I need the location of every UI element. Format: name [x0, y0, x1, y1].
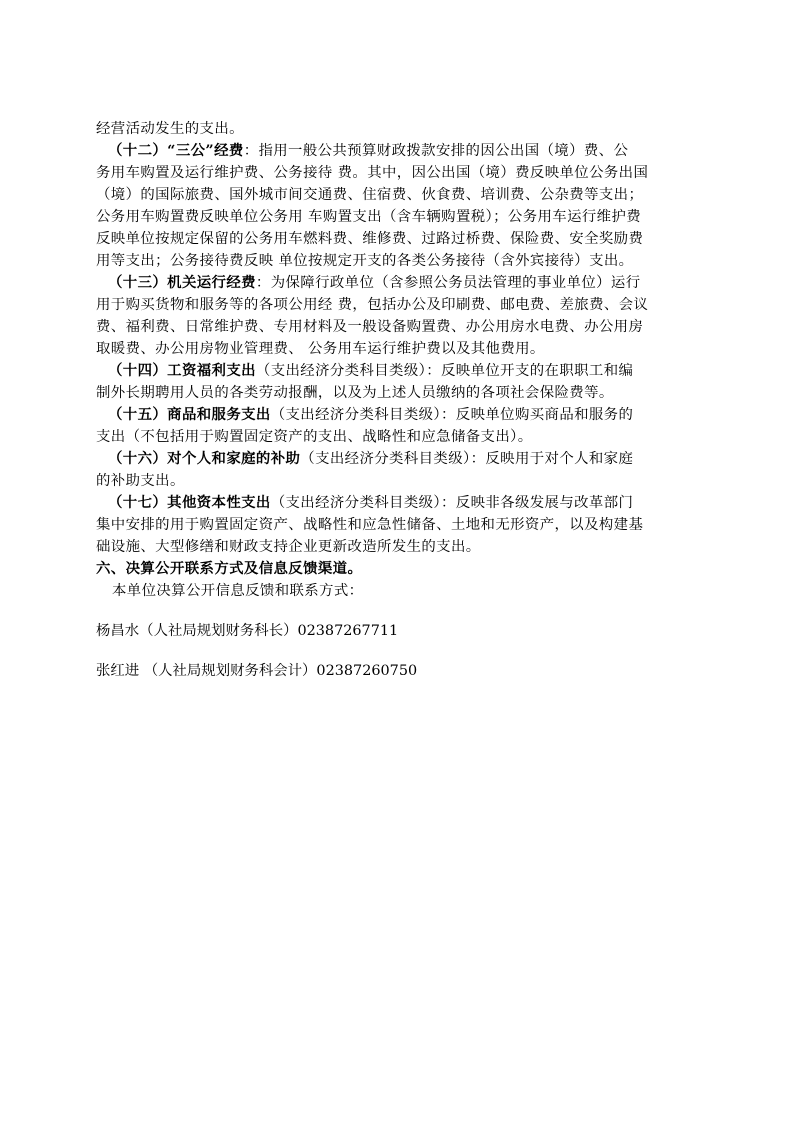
section-twelve-text: ：指用一般公共预算财政拨款安排的因公出国（境）费、公 [243, 143, 629, 159]
text-line: 用等支出；公务接待费反映 单位按规定开支的各类公务接待（含外宾接待）支出。 [96, 253, 634, 269]
section-seventeen-text: （支出经济分类科目类级）：反映非各级发展与改革部门 [270, 495, 634, 511]
text-line: 集中安排的用于购置固定资产、战略性和应急性储备、土地和无形资产，以及构建基 [96, 517, 644, 533]
section-fifteen-heading-line [96, 404, 716, 426]
text-line: 用于购买货物和服务等的各项公用经 费，包括办公及印刷费、邮电费、差旅费、会议 [96, 297, 649, 313]
section-thirteen-text: ：为保障行政单位（含参照公务员法管理的事业单位）运行 [255, 275, 641, 291]
contact-line-2: 张红进 （人社局规划财务科会计）02387260750 [96, 663, 418, 679]
section-sixteen-text: （支出经济分类科目类级）：反映用于对个人和家庭 [300, 451, 634, 467]
text-line: 反映单位按规定保留的公务用车燃料费、维修费、过路过桥费、保险费、安全奖励费 [96, 231, 644, 247]
section-sixteen-heading-line [96, 448, 716, 470]
text-line: 的补助支出。 [96, 473, 185, 489]
section-fourteen-title: （十四）工资福利支出 [108, 362, 256, 379]
section-six-heading: 六、决算公开联系方式及信息反馈渠道。 [96, 560, 363, 577]
section-fifteen-text: （支出经济分类科目类级）：反映单位购买商品和服务的 [270, 407, 634, 423]
section-seventeen-title: （十七）其他资本性支出 [108, 494, 271, 511]
text-line: 支出（不包括用于购置固定资产的支出、战略性和应急储备支出）。 [96, 429, 533, 445]
section-thirteen-heading-line [96, 272, 716, 294]
text-line: 务用车购置及运行维护费、公务接待 费。其中，因公出国（境）费反映单位公务出国 [96, 165, 649, 181]
text-line: 经营活动发生的支出。 [96, 121, 244, 137]
document-page [96, 118, 716, 682]
text-line: 制外长期聘用人员的各类劳动报酬，以及为上述人员缴纳的各项社会保险费等。 [96, 385, 614, 401]
contact-line-1: 杨昌水（人社局规划财务科长）02387267711 [96, 623, 399, 639]
text-line: （境）的国际旅费、国外城市间交通费、住宿费、伙食费、培训费、公杂费等支出； [96, 187, 644, 203]
section-fourteen-text: （支出经济分类科目类级）：反映单位开支的在职职工和编 [255, 363, 634, 379]
text-line: 础设施、大型修缮和财政支持企业更新改造所发生的支出。 [96, 539, 481, 555]
section-twelve-title: （十二）“三公”经费 [108, 142, 244, 159]
text-line: 公务用车购置费反映单位公务用 车购置支出（含车辆购置税）；公务用车运行维护费 [96, 209, 642, 225]
section-fifteen-title: （十五）商品和服务支出 [108, 406, 271, 423]
section-twelve-heading-line [96, 140, 716, 162]
section-thirteen-title: （十三）机关运行经费 [108, 274, 256, 291]
text-line: 费、福利费、日常维护费、专用材料及一般设备购置费、办公用房水电费、办公用房 [96, 319, 644, 335]
text-line: 取暖费、办公用房物业管理费、 公务用车运行维护费以及其他费用。 [96, 341, 545, 357]
section-sixteen-title: （十六）对个人和家庭的补助 [108, 450, 301, 467]
section-fourteen-heading-line [96, 360, 716, 382]
contact-intro: 本单位决算公开信息反馈和联系方式： [112, 583, 364, 599]
section-seventeen-heading-line [96, 492, 716, 514]
